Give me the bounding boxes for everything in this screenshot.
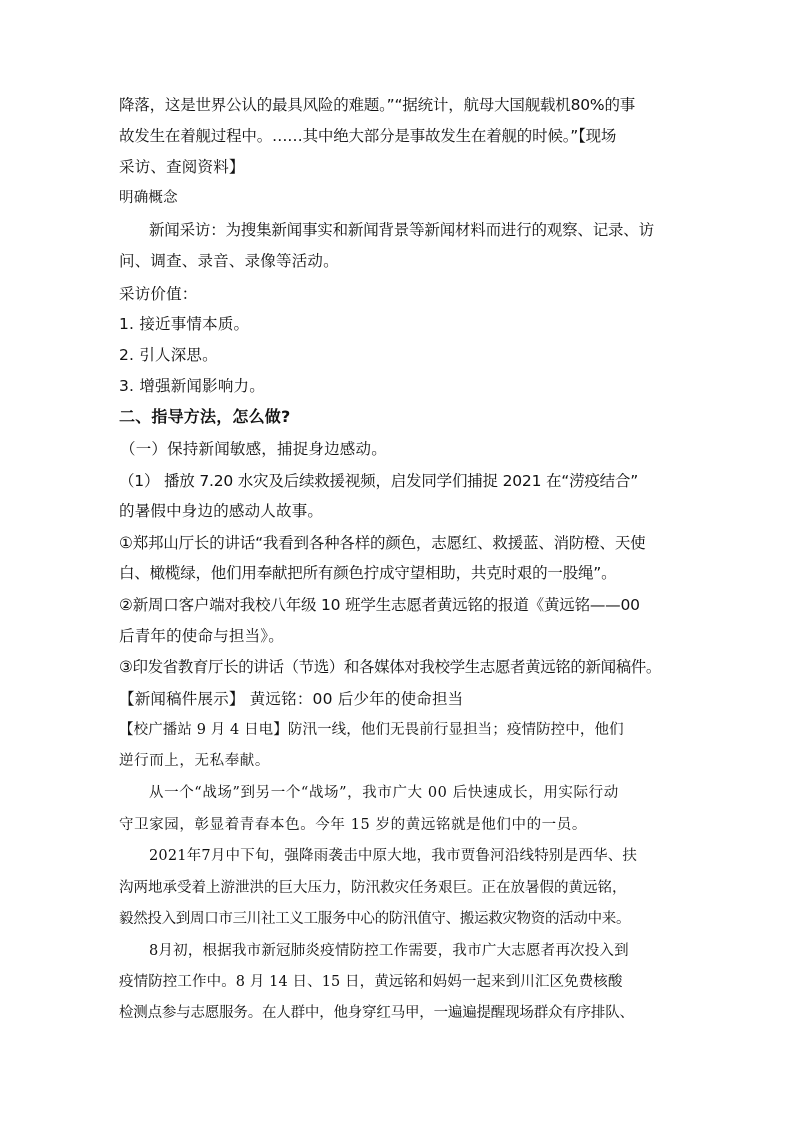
- article-line: 沟两地承受着上游泄洪的巨大压力，防汛救灾任务艰巨。正在放暑假的黄远铭，: [119, 880, 627, 896]
- article-line: 守卫家园，彰显着青春本色。今年 15 岁的黄远铭就是他们中的一员。: [119, 817, 587, 833]
- report-line: 后青年的使命与担当》。: [119, 627, 284, 645]
- section-heading: 二、指导方法，怎么做?: [119, 407, 291, 426]
- article-line: 逆行而上，无私奉献。: [119, 753, 270, 769]
- article-line: 8月初，根据我市新冠肺炎疫情防控工作需要，我市广大志愿者再次投入到: [149, 943, 629, 959]
- definition-line: 新闻采访：为搜集新闻事实和新闻背景等新闻材料而进行的观察、记录、访: [149, 221, 654, 239]
- article-title: 【新闻稿件展示】 黄远铭：00 后少年的使命担当: [119, 690, 464, 708]
- article-line: 检测点参与志愿服务。在人群中，他身穿红马甲，一遍遍提醒现场群众有序排队、: [119, 1005, 634, 1021]
- paragraph-line: 故发生在着舰过程中。……其中绝大部分是事故发生在着舰的时候。”【现场: [119, 127, 617, 145]
- section-label: 明确概念: [119, 190, 178, 206]
- paragraph-line: 的暑假中身边的感动人故事。: [119, 502, 324, 520]
- list-item: 1. 接近事情本质。: [119, 315, 250, 333]
- report-line: ③印发省教育厅长的讲话（节选）和各媒体对我校学生志愿者黄远铭的新闻稿件。: [119, 658, 661, 676]
- paragraph-line: （1） 播放 7.20 水灾及后续救援视频，启发同学们捕捉 2021 在“涝疫结合”: [119, 472, 639, 490]
- article-line: 【校广播站 9 月 4 日电】防汛一线，他们无畏前行显担当；疫情防控中，他们: [119, 722, 624, 738]
- article-line: 2021年7月中下旬，强降雨袭击中原大地，我市贾鲁河沿线特别是西华、扶: [149, 848, 638, 864]
- article-line: 从一个“战场”到另一个“战场”，我市广大 00 后快速成长，用实际行动: [149, 785, 619, 801]
- subsection-heading: （一）保持新闻敏感，捕捉身边感动。: [120, 440, 387, 458]
- paragraph-line: 采访、查阅资料】: [119, 158, 245, 176]
- article-line: 毅然投入到周口市三川社工义工服务中心的防汛值守、搬运救灾物资的活动中来。: [119, 911, 631, 927]
- list-item: 3. 增强新闻影响力。: [119, 377, 265, 395]
- quote-line: 白、橄榄绿，他们用奉献把所有颜色拧成守望相助，共克时艰的一股绳”。: [119, 564, 617, 582]
- list-item: 2. 引人深思。: [119, 346, 218, 364]
- quote-line: ①郑邦山厅长的讲话“我看到各种各样的颜色，志愿红、救援蓝、消防橙、天使: [119, 534, 646, 552]
- article-line: 疫情防控工作中。8 月 14 日、15 日，黄远铭和妈妈一起来到川汇区免费核酸: [119, 974, 623, 990]
- definition-line: 问、调查、录音、录像等活动。: [119, 252, 339, 270]
- report-line: ②新周口客户端对我校八年级 10 班学生志愿者黄远铭的报道《黄远铭——00: [119, 596, 640, 614]
- section-label: 采访价值：: [119, 285, 198, 303]
- paragraph-line: 降落，这是世界公认的最具风险的难题。”“据统计，航母大国舰载机80%的事: [119, 96, 636, 114]
